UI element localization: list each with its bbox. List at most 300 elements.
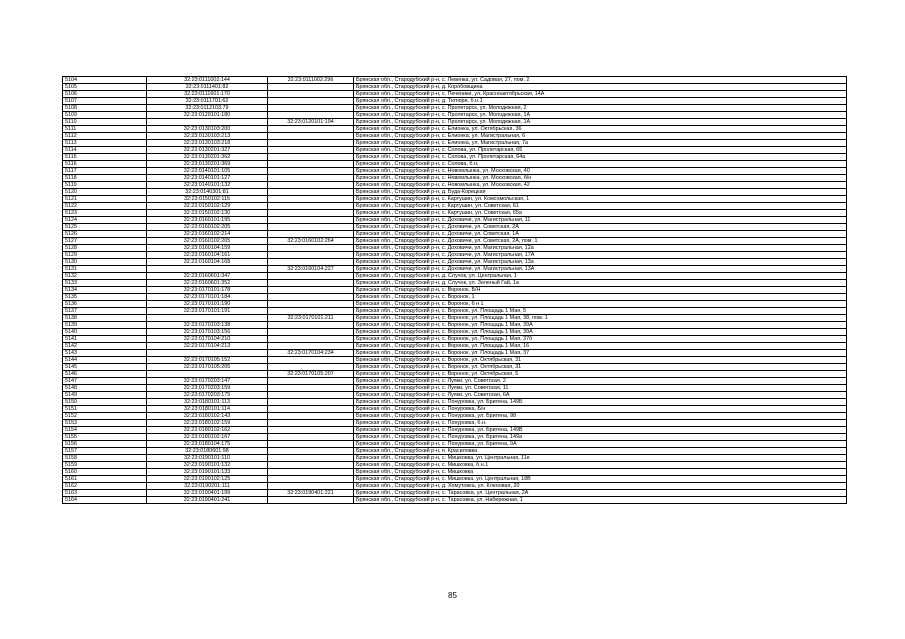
room-cadastral-number-cell: 32:23:0190401:221 [268,490,354,497]
table-row [63,126,847,133]
row-number-cell: 5147 [63,378,147,385]
table-row [63,133,847,140]
room-cadastral-number-cell [268,112,354,119]
table-row [63,497,847,504]
cadastral-number-cell: 32:23:0140101:132 [147,182,268,189]
cadastral-number-cell: 32:23:0180102:162 [147,427,268,434]
cadastral-number-cell: 32:23:0180104:175 [147,441,268,448]
cadastral-number-cell: 32:23:0150102:115 [147,196,268,203]
address-cell: Брянская обл., Стародубский р-н, с. Понуровка, ул. Бритена, 98 [354,413,847,420]
row-number-cell: 5158 [63,455,147,462]
address-cell: Брянская обл., Стародубский р-н, с. Пролетарск, ул. Молодежная, 2 [354,105,847,112]
room-cadastral-number-cell [268,406,354,413]
table-row [63,399,847,406]
cadastral-number-cell: 32:23:0180101:113 [147,399,268,406]
table-row [63,308,847,315]
address-cell: Брянская обл., Стародубский р-н, с. Елионка, ул. Магистральная, 6 [354,133,847,140]
table-row [63,413,847,420]
room-cadastral-number-cell [268,336,354,343]
address-cell: Брянская обл., Стародубский р-н, с. Новомлынка, ул. Московская, б/н [354,175,847,182]
address-cell: Брянская обл., Стародубский р-н, с. Воронок, Б/Н [354,287,847,294]
table-row [63,357,847,364]
cadastral-number-cell: 32:23:0150102:130 [147,210,268,217]
table-row [63,392,847,399]
row-number-cell: 5126 [63,231,147,238]
room-cadastral-number-cell [268,483,354,490]
cadastral-number-cell: 32:23:0170101:184 [147,294,268,301]
cadastral-number-cell: 32:23:0160102:205 [147,238,268,245]
cadastral-number-cell: 32:23:0170103:156 [147,329,268,336]
page-number: 85 [448,591,457,600]
address-cell: Брянская обл., Стародубский р-н, с. Воронок, ул. Площадь 1 Мая, 38, пом. 1 [354,315,847,322]
row-number-cell: 5124 [63,217,147,224]
room-cadastral-number-cell [268,147,354,154]
table-row [63,294,847,301]
room-cadastral-number-cell [268,84,354,91]
room-cadastral-number-cell [268,462,354,469]
address-cell: Брянская обл., Стародубский р-н, с. Доховичи, ул. Советская, 2А [354,224,847,231]
row-number-cell: 5137 [63,308,147,315]
row-number-cell: 5134 [63,287,147,294]
room-cadastral-number-cell [268,420,354,427]
cadastral-number-cell: 32:23:0160102:214 [147,231,268,238]
address-cell: Брянская обл., Стародубский р-н, с. Воронок, ул. Октябрьская, 31 [354,364,847,371]
row-number-cell: 5164 [63,497,147,504]
cadastral-number-cell: 32:23:0170104:213 [147,343,268,350]
cadastral-number-cell: 32:23:0190101:110 [147,455,268,462]
row-number-cell: 5116 [63,161,147,168]
table-row [63,119,847,126]
cadastral-number-cell: 32:23:0120101:180 [147,112,268,119]
room-cadastral-number-cell [268,427,354,434]
cadastral-number-cell: 32:23:0190101:133 [147,469,268,476]
room-cadastral-number-cell [268,455,354,462]
row-number-cell: 5127 [63,238,147,245]
room-cadastral-number-cell: 32:23:0160104:227 [268,266,354,273]
room-cadastral-number-cell [268,105,354,112]
cadastral-number-cell: 32:23:0180101:114 [147,406,268,413]
room-cadastral-number-cell: 32:23:0170101:211 [268,315,354,322]
table-row [63,280,847,287]
registry-table [62,76,847,504]
row-number-cell: 5162 [63,483,147,490]
address-cell: Брянская обл., Стародубский р-н, с. Тарасовка, ул. Набережная, 1 [354,497,847,504]
room-cadastral-number-cell [268,231,354,238]
table-row [63,434,847,441]
room-cadastral-number-cell [268,308,354,315]
table-row [63,210,847,217]
row-number-cell: 5105 [63,84,147,91]
room-cadastral-number-cell: 32:23:0170105:207 [268,371,354,378]
row-number-cell: 5129 [63,252,147,259]
cadastral-number-cell: 32:23:0111002:144 [147,77,268,84]
room-cadastral-number-cell [268,385,354,392]
row-number-cell: 5156 [63,441,147,448]
row-number-cell: 5104 [63,77,147,84]
table-row [63,483,847,490]
address-cell: Брянская обл., Стародубский р-н, с. Воронок, ул. Площадь 1 Мая, 39А [354,329,847,336]
room-cadastral-number-cell [268,217,354,224]
table-row [63,301,847,308]
table-row [63,105,847,112]
table-row [63,231,847,238]
cadastral-number-cell: 32:23:0190401:241 [147,497,268,504]
row-number-cell: 5151 [63,406,147,413]
address-cell: Брянская обл., Стародубский р-н, д. Случок, ул. Центральная, 1 [354,273,847,280]
address-cell: Брянская обл., Стародубский р-н, д. Хомутовка, ул. Кленовая, 20 [354,483,847,490]
cadastral-number-cell: 32:23:0190102:125 [147,476,268,483]
cadastral-number-cell: 32:23:0130201:327 [147,147,268,154]
address-cell: Брянская обл., Стародубский р-н, с. Понуровка, ул. Бритена, 9А [354,441,847,448]
room-cadastral-number-cell [268,140,354,147]
room-cadastral-number-cell [268,357,354,364]
address-cell: Брянская обл., Стародубский р-н, д. Буда-Корецкая [354,189,847,196]
row-number-cell: 5121 [63,196,147,203]
room-cadastral-number-cell [268,133,354,140]
address-cell: Брянская обл., Стародубский р-н, с. Воронок, ул. Площадь 1 Мая, 37 [354,350,847,357]
row-number-cell: 5140 [63,329,147,336]
room-cadastral-number-cell [268,259,354,266]
row-number-cell: 5112 [63,133,147,140]
cadastral-number-cell: 32:23:0170101:178 [147,287,268,294]
room-cadastral-number-cell [268,189,354,196]
row-number-cell: 5108 [63,105,147,112]
address-cell: Брянская обл., Стародубский р-н, с. Тарасовка, ул. Центральная, 2А [354,490,847,497]
table-row [63,259,847,266]
row-number-cell: 5160 [63,469,147,476]
row-number-cell: 5144 [63,357,147,364]
room-cadastral-number-cell [268,91,354,98]
row-number-cell: 5154 [63,427,147,434]
address-cell: Брянская обл., Стародубский р-н, с. Печеники, ул. Красноактябрьская, 14А [354,91,847,98]
cadastral-number-cell: 32:23:0112103:79 [147,105,268,112]
row-number-cell: 5130 [63,259,147,266]
address-cell: Брянская обл., Стародубский р-н, с. Пролетарск, ул. Молодежная, 1А [354,112,847,119]
row-number-cell: 5135 [63,294,147,301]
address-cell: Брянская обл., Стародубский р-н, с. Луяки, ул. Советская, 11 [354,385,847,392]
cadastral-number-cell: 32:23:0170101:190 [147,301,268,308]
table-row [63,196,847,203]
room-cadastral-number-cell [268,294,354,301]
address-cell: Брянская обл., Стародубский р-н, с. Луяки, ул. Советская, 2 [354,378,847,385]
address-cell: Брянская обл., Стародубский р-н, с. Доховичи, ул. Магистральная, 12а [354,245,847,252]
room-cadastral-number-cell [268,273,354,280]
room-cadastral-number-cell [268,343,354,350]
row-number-cell: 5143 [63,350,147,357]
address-cell: Брянская обл., Стародубский р-н, с. Понуровка, ул. Бритена, 149а [354,434,847,441]
cadastral-number-cell [147,350,268,357]
room-cadastral-number-cell [268,378,354,385]
cadastral-number-cell: 32:23:0170203:175 [147,392,268,399]
address-cell: Брянская обл., Стародубский р-н, с. Понуровка, Б/н [354,406,847,413]
cadastral-number-cell: 32:23:0170101:191 [147,308,268,315]
row-number-cell: 5157 [63,448,147,455]
row-number-cell: 5113 [63,140,147,147]
row-number-cell: 5117 [63,168,147,175]
room-cadastral-number-cell [268,434,354,441]
table-row [63,203,847,210]
table-row [63,161,847,168]
row-number-cell: 5111 [63,126,147,133]
cadastral-number-cell: 32:23:0190401:199 [147,490,268,497]
cadastral-number-cell: 32:23:0140101:127 [147,175,268,182]
address-cell: Брянская обл., Стародубский р-н, д. Коробовщина [354,84,847,91]
address-cell: Брянская обл., Стародубский р-н, с. Доховичи, ул. Магистральная, 13А [354,266,847,273]
room-cadastral-number-cell [268,98,354,105]
room-cadastral-number-cell [268,168,354,175]
table-row [63,154,847,161]
address-cell: Брянская обл., Стародубский р-н, с. Солова, ул. Пролетарская, 65 [354,147,847,154]
row-number-cell: 5155 [63,434,147,441]
table-row [63,406,847,413]
cadastral-number-cell: 32:23:0130201:369 [147,161,268,168]
cadastral-number-cell: 32:23:0130103:200 [147,126,268,133]
cadastral-number-cell: 32:23:0170105:152 [147,357,268,364]
cadastral-number-cell: 32:23:0160101:195 [147,217,268,224]
address-cell: Брянская обл., Стародубский р-н, с. Новомлынка, ул. Московская, 40 [354,168,847,175]
address-cell: Брянская обл., Стародубский р-н, с. Понуровка, ул. Бритена, 149В [354,427,847,434]
room-cadastral-number-cell [268,224,354,231]
address-cell: Брянская обл., Стародубский р-н, с. Воронок, ул. Площадь 1 Мая, 16 [354,343,847,350]
room-cadastral-number-cell: 32:23:0120101:194 [268,119,354,126]
cadastral-number-cell [147,371,268,378]
row-number-cell: 5139 [63,322,147,329]
row-number-cell: 5125 [63,224,147,231]
room-cadastral-number-cell [268,469,354,476]
address-cell: Брянская обл., Стародубский р-н, с. Новомлынка, ул. Московская, 42 [354,182,847,189]
table-row [63,245,847,252]
room-cadastral-number-cell [268,329,354,336]
address-cell: Брянская обл., Стародубский р-н, с. Елионка, ул. Магистральная, 7а [354,140,847,147]
address-cell: Брянская обл., Стародубский р-н, с. Доховичи, ул. Советская, 2А, пом. 1 [354,238,847,245]
row-number-cell: 5163 [63,490,147,497]
room-cadastral-number-cell [268,497,354,504]
row-number-cell: 5159 [63,462,147,469]
room-cadastral-number-cell [268,182,354,189]
table-row [63,420,847,427]
address-cell: Брянская обл., Стародубский р-н, с. Доховичи, ул. Магистральная, 17А [354,252,847,259]
table-row [63,350,847,357]
row-number-cell: 5119 [63,182,147,189]
table-row [63,252,847,259]
address-cell: Брянская обл., Стародубский р-н, с. Картушин, ул. Советская, 61 [354,203,847,210]
table-row [63,266,847,273]
room-cadastral-number-cell [268,476,354,483]
cadastral-number-cell: 32:23:0160102:205 [147,224,268,231]
address-cell: Брянская обл., Стародубский р-н, с. Воронок, ул. Площадь 1 Мая, 39А [354,322,847,329]
room-cadastral-number-cell [268,210,354,217]
row-number-cell: 5152 [63,413,147,420]
address-cell: Брянская обл., Стародубский р-н, с. Картушин, ул. Советская, 65а [354,210,847,217]
cadastral-number-cell: 32:23:0160601:347 [147,273,268,280]
row-number-cell: 5115 [63,154,147,161]
address-cell: Брянская обл., Стародубский р-н, с. Мишковка, ул. Центральная, 11е [354,455,847,462]
room-cadastral-number-cell [268,392,354,399]
cadastral-number-cell: 32:23:0180102:159 [147,420,268,427]
address-cell: Брянская обл., Стародубский р-н, п. Красиловка [354,448,847,455]
row-number-cell: 5118 [63,175,147,182]
cadastral-number-cell: 32:23:0111401:82 [147,84,268,91]
table-row [63,84,847,91]
cadastral-number-cell [147,119,268,126]
room-cadastral-number-cell [268,280,354,287]
table-row [63,455,847,462]
address-cell: Брянская обл., Стародубский р-н, с. Картушин, ул. Комсомольская, 1 [354,196,847,203]
room-cadastral-number-cell [268,126,354,133]
address-cell: Брянская обл., Стародубский р-н, с. Понуровка, ул. Бритена, 149Б [354,399,847,406]
table-row [63,336,847,343]
cadastral-number-cell: 32:23:0160104:159 [147,245,268,252]
room-cadastral-number-cell [268,364,354,371]
address-cell: Брянская обл., Стародубский р-н, с. Воронок, ул. Площадь 1 Мая, 5 [354,308,847,315]
address-cell: Брянская обл., Стародубский р-н, с. Пролетарск, ул. Молодежная, 1А [354,119,847,126]
cadastral-number-cell: 32:23:0180601:98 [147,448,268,455]
address-cell: Брянская обл., Стародубский р-н, с. Левенка, ул. Садовая, 27, пом. 2 [354,77,847,84]
row-number-cell: 5110 [63,119,147,126]
cadastral-number-cell: 32:23:0170103:138 [147,322,268,329]
table-row [63,91,847,98]
room-cadastral-number-cell: 32:23:0170104:234 [268,350,354,357]
table-row [63,371,847,378]
cadastral-number-cell: 32:23:0170203:159 [147,385,268,392]
room-cadastral-number-cell [268,322,354,329]
table-row [63,385,847,392]
address-cell: Брянская обл., Стародубский р-н, с. Мишковка [354,469,847,476]
cadastral-number-cell: 32:23:0160104:161 [147,252,268,259]
address-cell: Брянская обл., Стародубский р-н, с. Понуровка, б.н. [354,420,847,427]
row-number-cell: 5148 [63,385,147,392]
table-row [63,273,847,280]
table-row [63,343,847,350]
cadastral-number-cell: 32:23:0180102:143 [147,413,268,420]
room-cadastral-number-cell [268,203,354,210]
room-cadastral-number-cell [268,154,354,161]
cadastral-number-cell [147,266,268,273]
cadastral-number-cell: 32:23:0170105:205 [147,364,268,371]
row-number-cell: 5161 [63,476,147,483]
table-row [63,427,847,434]
registry-table-body [63,77,847,504]
address-cell: Брянская обл., Стародубский р-н, с. Луяки, ул. Советская, 6А [354,392,847,399]
room-cadastral-number-cell [268,399,354,406]
table-row [63,378,847,385]
cadastral-number-cell: 32:23:0150102:129 [147,203,268,210]
room-cadastral-number-cell [268,448,354,455]
row-number-cell: 5133 [63,280,147,287]
address-cell: Брянская обл., Стародубский р-н, с. Мишковка, ул. Центральная, 18В [354,476,847,483]
room-cadastral-number-cell [268,175,354,182]
row-number-cell: 5123 [63,210,147,217]
table-row [63,168,847,175]
room-cadastral-number-cell: 32:23:0111002:296 [268,77,354,84]
address-cell: Брянская обл., Стародубский р-н, с. Воронок, ул. Октябрьская, 5 [354,371,847,378]
table-row [63,462,847,469]
room-cadastral-number-cell [268,245,354,252]
address-cell: Брянская обл., Стародубский р-н, с. Воронок, ул. Октябрьская, 31 [354,357,847,364]
table-row [63,112,847,119]
table-row [63,217,847,224]
row-number-cell: 5131 [63,266,147,273]
table-row [63,98,847,105]
table-row [63,469,847,476]
address-cell: Брянская обл., Стародубский р-н, с. Мишковка, б.н.1 [354,462,847,469]
address-cell: Брянская обл., Стародубский р-н, с. Доховичи, ул. Советская, 1А [354,231,847,238]
row-number-cell: 5146 [63,371,147,378]
address-cell: Брянская обл., Стародубский р-н, с. Солова, ул. Пролетарская, 64а [354,154,847,161]
table-row [63,364,847,371]
row-number-cell: 5114 [63,147,147,154]
cadastral-number-cell: 32:23:0170104:210 [147,336,268,343]
table-row [63,224,847,231]
cadastral-number-cell: 32:23:0130103:218 [147,140,268,147]
table-row [63,140,847,147]
row-number-cell: 5106 [63,91,147,98]
row-number-cell: 5132 [63,273,147,280]
row-number-cell: 5145 [63,364,147,371]
cadastral-number-cell: 32:23:0140101:105 [147,168,268,175]
cadastral-number-cell [147,315,268,322]
cadastral-number-cell: 32:23:0180102:167 [147,434,268,441]
cadastral-number-cell: 32:23:0160104:168 [147,259,268,266]
room-cadastral-number-cell [268,301,354,308]
table-row [63,490,847,497]
table-row [63,175,847,182]
cadastral-number-cell: 32:23:0130201:362 [147,154,268,161]
address-cell: Брянская обл., Стародубский р-н, с. Солова, б.н. [354,161,847,168]
cadastral-number-cell: 32:23:0140301:81 [147,189,268,196]
address-cell: Брянская обл., Стародубский р-н, с. Воронок, ул. Площадь 1 Мая, 37б [354,336,847,343]
table-row [63,77,847,84]
room-cadastral-number-cell [268,196,354,203]
row-number-cell: 5120 [63,189,147,196]
cadastral-number-cell: 32:23:0111701:62 [147,98,268,105]
cadastral-number-cell: 32:23:0111601:170 [147,91,268,98]
table-row [63,189,847,196]
room-cadastral-number-cell [268,413,354,420]
row-number-cell: 5138 [63,315,147,322]
room-cadastral-number-cell [268,252,354,259]
room-cadastral-number-cell: 32:23:0160102:264 [268,238,354,245]
table-row [63,329,847,336]
table-row [63,287,847,294]
table-row [63,476,847,483]
cadastral-number-cell: 32:23:0160601:352 [147,280,268,287]
cadastral-number-cell: 32:23:0130103:213 [147,133,268,140]
table-row [63,147,847,154]
table-row [63,182,847,189]
table-row [63,322,847,329]
row-number-cell: 5142 [63,343,147,350]
address-cell: Брянская обл., Стародубский р-н, д. Случок, ул. Зеленый Гай, 1а [354,280,847,287]
address-cell: Брянская обл., Стародубский р-н, с. Доховичи, ул. Магистральная, 11 [354,217,847,224]
row-number-cell: 5149 [63,392,147,399]
table-row [63,315,847,322]
row-number-cell: 5128 [63,245,147,252]
address-cell: Брянская обл., Стародубский р-н, с. Елионка, ул. Октябрьская, 36 [354,126,847,133]
row-number-cell: 5122 [63,203,147,210]
row-number-cell: 5153 [63,420,147,427]
row-number-cell: 5109 [63,112,147,119]
address-cell: Брянская обл., Стародубский р-н, с. Воронок, б н 1 [354,301,847,308]
address-cell: Брянская обл., Стародубский р-н, с. Доховичи, ул. Магистральная, 13а [354,259,847,266]
room-cadastral-number-cell [268,441,354,448]
row-number-cell: 5136 [63,301,147,308]
room-cadastral-number-cell [268,287,354,294]
table-row [63,448,847,455]
address-cell: Брянская обл., Стародубский р-н, с. Воронок, 1 [354,294,847,301]
row-number-cell: 5141 [63,336,147,343]
table-row [63,238,847,245]
